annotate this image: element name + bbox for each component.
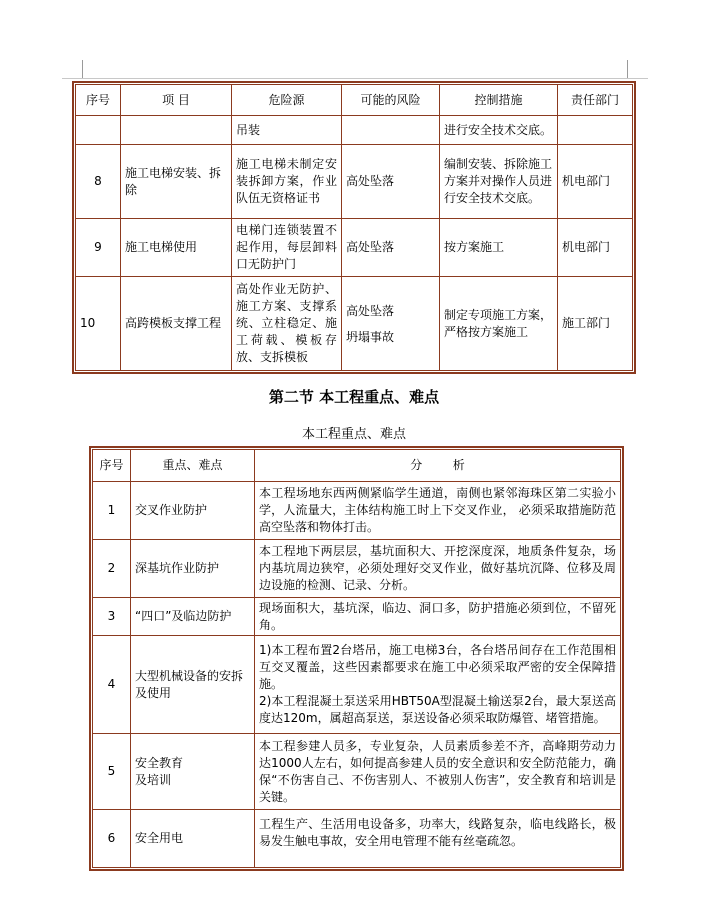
- row-no: 6: [93, 810, 131, 868]
- row-no: 2: [93, 540, 131, 598]
- row-point: “四口”及临边防护: [131, 598, 255, 636]
- row-analysis: 本工程参建人员多，专业复杂，人员素质参差不齐，高峰期劳动力达1000人左右，如何提高参建人员的安全意识和安全防范能力，确保“不伤害自己、不伤害别人、不被别人伤害”，安全教育和培训是关键。: [255, 734, 621, 810]
- row-analysis: 现场面积大，基坑深，临边、洞口多，防护措施必须到位，不留死角。: [255, 598, 621, 636]
- row-measure: 编制安装、拆除施工方案并对操作人员进行安全技术交底。: [440, 145, 558, 219]
- row-point: 交叉作业防护: [131, 482, 255, 540]
- risk-control-table: [75, 84, 633, 371]
- table-caption: 本工程重点、难点: [301, 427, 406, 442]
- table-row: [76, 277, 633, 371]
- margin-mark-left: [82, 60, 83, 78]
- header-point: 重点、难点: [131, 450, 255, 482]
- row-risk: [342, 116, 440, 145]
- row-point: 大型机械设备的安拆及使用: [131, 636, 255, 734]
- row-point: 深基坑作业防护: [131, 540, 255, 598]
- header-dept: 责任部门: [558, 85, 633, 116]
- margin-mark-right: [627, 60, 628, 78]
- row-hazard: 吊装: [232, 116, 342, 145]
- row-risk: 高处坠落 坍塌事故: [342, 277, 440, 371]
- row-analysis: 1)本工程布置2台塔吊，施工电梯3台，各台塔吊间存在工作范围相互交叉覆盖，这些因素都要求在施工中必须采取严密的安全保障措施。 2)本工程混凝土泵送采用HBT50A型混凝土输送泵2台，最大泵送高度达120m，属超高泵送，泵送设备必须采取防爆管、堵管措施。: [255, 636, 621, 734]
- row-risk: 高处坠落: [342, 219, 440, 277]
- row-item: [121, 116, 232, 145]
- row-item: 施工电梯使用: [121, 219, 232, 277]
- header-item: 项 目: [121, 85, 232, 116]
- row-dept: 机电部门: [558, 219, 633, 277]
- row-analysis: 本工程地下两层层，基坑面积大、开挖深度深，地质条件复杂，场内基坑周边狭窄，必须处理好交叉作业，做好基坑沉降、位移及周边设施的检测、记录、分析。: [255, 540, 621, 598]
- table-row: [76, 145, 633, 219]
- table-row: [93, 810, 621, 868]
- row-item: 施工电梯安装、拆除: [121, 145, 232, 219]
- row-analysis: 本工程场地东西两侧紧临学生通道，南侧也紧邻海珠区第二实验小学，人流量大，主体结构施工时上下交叉作业， 必须采取措施防范高空坠落和物体打击。: [255, 482, 621, 540]
- header-hazard: 危险源: [232, 85, 342, 116]
- table-row: [93, 540, 621, 598]
- row-measure: 制定专项施工方案，严格按方案施工: [440, 277, 558, 371]
- row-item: 高跨模板支撑工程: [121, 277, 232, 371]
- row-point: 安全教育 及培训: [131, 734, 255, 810]
- row-risk: 高处坠落: [342, 145, 440, 219]
- table-header-row: [93, 450, 621, 482]
- page-header-line: [62, 78, 648, 79]
- row-dept: 机电部门: [558, 145, 633, 219]
- row-analysis: 工程生产、生活用电设备多，功率大，线路复杂，临电线路长，极易发生触电事故，安全用电管理不能有丝毫疏忽。: [255, 810, 621, 868]
- row-hazard: 施工电梯未制定安装拆卸方案，作业队伍无资格证书: [232, 145, 342, 219]
- section-title: 第二节 本工程重点、难点: [268, 388, 440, 406]
- row-no: 1: [93, 482, 131, 540]
- header-analysis: 分 析: [255, 450, 621, 482]
- table-row: [76, 116, 633, 145]
- row-measure: 进行安全技术交底。: [440, 116, 558, 145]
- row-point: 安全用电: [131, 810, 255, 868]
- header-no: 序号: [93, 450, 131, 482]
- header-risk: 可能的风险: [342, 85, 440, 116]
- key-difficulties-table: [92, 449, 621, 868]
- row-no: [76, 116, 121, 145]
- row-no: 3: [93, 598, 131, 636]
- row-hazard: 高处作业无防护、施工方案、支撑系统、立柱稳定、施工荷载、模板存放、支拆模板: [232, 277, 342, 371]
- row-no: 5: [93, 734, 131, 810]
- row-no: 8: [76, 145, 121, 219]
- row-dept: [558, 116, 633, 145]
- header-no: 序号: [76, 85, 121, 116]
- table-row: [93, 636, 621, 734]
- table-header-row: [76, 85, 633, 116]
- row-no: 9: [76, 219, 121, 277]
- table-row: [93, 734, 621, 810]
- row-measure: 按方案施工: [440, 219, 558, 277]
- row-dept: 施工部门: [558, 277, 633, 371]
- row-no: 10: [76, 277, 121, 371]
- table-row: [93, 598, 621, 636]
- header-measure: 控制措施: [440, 85, 558, 116]
- table-row: [93, 482, 621, 540]
- table-row: [76, 219, 633, 277]
- row-hazard: 电梯门连锁装置不起作用，每层卸料口无防护门: [232, 219, 342, 277]
- row-no: 4: [93, 636, 131, 734]
